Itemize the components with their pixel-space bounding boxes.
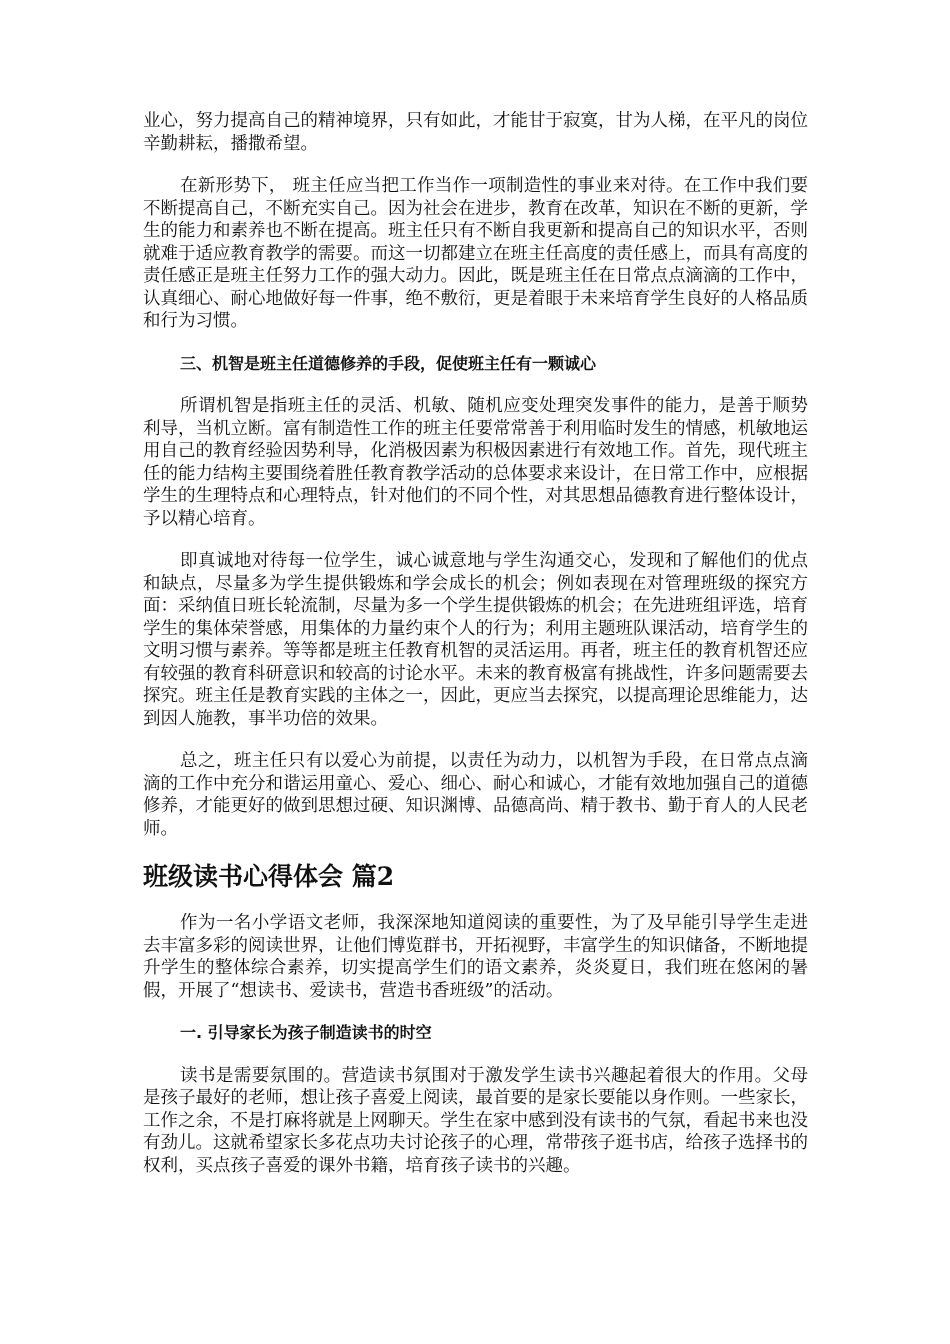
paragraph-wit-definition: 所谓机智是指班主任的灵活、机敏、随机应变处理突发事件的能力，是善于顺势利导，当机立断。富有制造性工作的班主任要常常善于利用临时发生的情感，机敏地运用自己的教育经验因势利导，化消极因素为积极因素进行有效地工作。首先，现代班主任的能力结构主要围绕着胜任教育教学活动的总体要求来设计，在日常工作中，应根据学生的生理特点和心理特点，针对他们的不同个性，对其思想品德教育进行整体设计，予以精心培育。 bbox=[143, 396, 808, 529]
heading-section-3: 三、机智是班主任道德修养的手段，促使班主任有一颗诚心 bbox=[180, 353, 597, 373]
paragraph-continuation: 业心，努力提高自己的精神境界，只有如此，才能甘于寂寞，甘为人梯，在平凡的岗位辛勤耕耘，播撒希望。 bbox=[143, 111, 808, 154]
paragraph-intro: 作为一名小学语文老师，我深深地知道阅读的重要性，为了及早能引导学生走进去丰富多彩的阅读世界，让他们博览群书，开拓视野，丰富学生的知识储备，不断地提升学生的整体综合素养，切实提高学生们的语文素养，炎炎夏日，我们班在悠闲的暑假，开展了“想读书、爱读书，营造书香班级”的活动。 bbox=[143, 913, 808, 1001]
paragraph-conclusion: 总之，班主任只有以爱心为前提，以责任为动力，以机智为手段，在日常点点滴滴的工作中充分和谐运用童心、爱心、细心、耐心和诚心，才能有效地加强自己的道德修养，才能更好的做到思想过硬、知识渊博、品德高尚、精于教书、勤于育人的人民老师。 bbox=[143, 751, 808, 839]
paragraph-sincerity: 即真诚地对待每一位学生，诚心诚意地与学生沟通交心，发现和了解他们的优点和缺点，尽量多为学生提供锻炼和学会成长的机会；例如表现在对管理班级的探究方面：采纳值日班长轮流制，尽量为多一个学生提供锻炼的机会；在先进班组评选，培育学生的集体荣誉感，用集体的力量约束个人的行为；利用主题班队课活动，培育学生的文明习惯与素养。等等都是班主任教育机智的灵活运用。再者，班主任的教育机智还应有较强的教育科研意识和较高的讨论水平。未来的教育极富有挑战性，许多问题需要去探究。班主任是教育实践的主体之一，因此，更应当去探究，以提高理论思维能力，达到因人施教，事半功倍的效果。 bbox=[143, 551, 808, 729]
document-page bbox=[143, 110, 808, 1197]
heading-section-1: 一. 引导家长为孩子制造读书的时空 bbox=[180, 1023, 432, 1042]
section-title: 班级读书心得体会 篇2 bbox=[143, 862, 395, 891]
paragraph-reading-atmosphere: 读书是需要氛围的。营造读书氛围对于激发学生读书兴趣起着很大的作用。父母是孩子最好的老师，想让孩子喜爱上阅读，最首要的是家长要能以身作则。一些家长，工作之余，不是打麻将就是上网聊天。学生在家中感到没有读书的气氛，看起书来也没有劲儿。这就希望家长多花点功夫讨论孩子的心理，常带孩子逛书店，给孩子选择书的权利，买点孩子喜爱的课外书籍，培育孩子读书的兴趣。 bbox=[143, 1065, 808, 1176]
paragraph-new-situation: 在新形势下， 班主任应当把工作当作一项制造性的事业来对待。在工作中我们要不断提高自己，不断充实自己。因为社会在进步，教育在改革，知识在不断的更新，学生的能力和素养也不断在提高。班主任只有不断自我更新和提高自己的知识水平，否则就难于适应教育教学的需要。而这一切都建立在班主任高度的责任感上，而具有高度的责任感正是班主任努力工作的强大动力。因此，既是班主任在日常点点滴滴的工作中，认真细心、耐心地做好每一件事，绝不敷衍，更是着眼于未来培育学生良好的人格品质和行为习惯。 bbox=[143, 176, 808, 331]
